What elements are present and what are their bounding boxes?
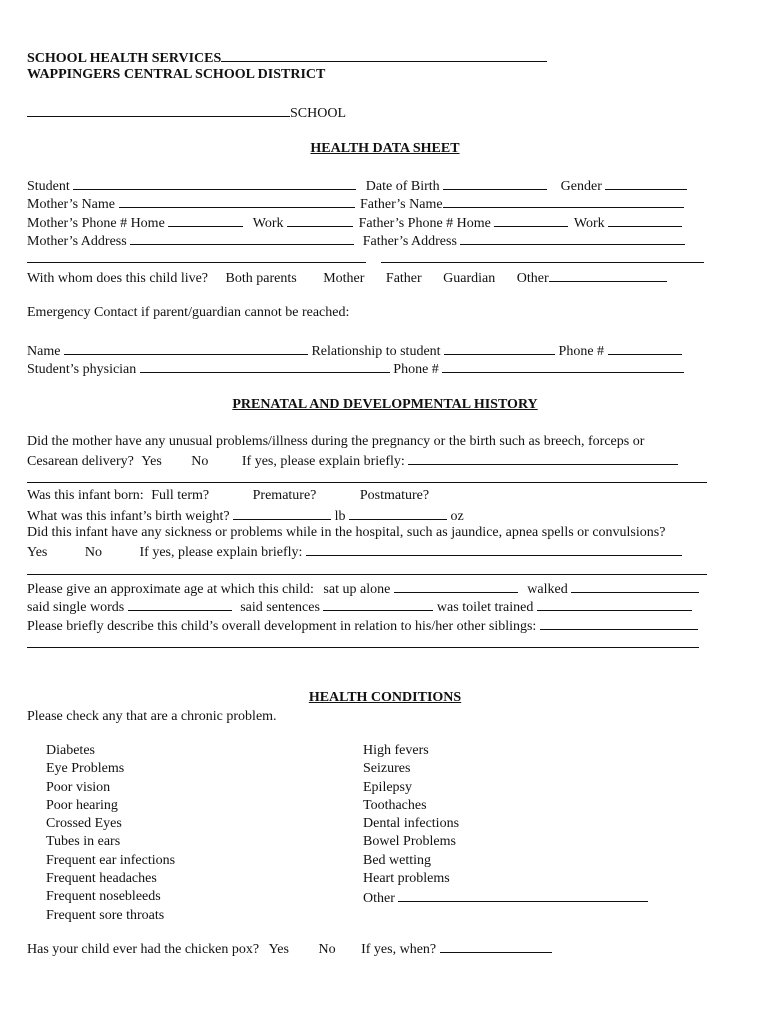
condition-poor-hearing[interactable]: Poor hearing [46, 797, 118, 813]
conditions-instruction: Please check any that are a chronic problem. [27, 709, 277, 724]
sickness-explain-field[interactable] [306, 542, 682, 556]
condition-eye-problems[interactable]: Eye Problems [46, 761, 125, 777]
prenatal-question-1: Did the mother have any unusual problems/illness during the pregnancy or the birth such as breech, forceps or [27, 434, 645, 449]
emergency-contact-heading: Emergency Contact if parent/guardian cannot be reached: [27, 305, 350, 320]
option-father[interactable]: Father [385, 271, 422, 286]
sickness-explain-field-2[interactable] [27, 561, 707, 575]
condition-dental-infections[interactable]: Dental infections [363, 816, 460, 832]
sickness-yes[interactable]: Yes [27, 545, 48, 560]
sat-up-field[interactable] [394, 579, 518, 593]
fathers-name-field[interactable] [443, 194, 684, 208]
dob-field[interactable] [443, 176, 547, 190]
condition-poor-vision[interactable]: Poor vision [46, 779, 111, 795]
condition-epilepsy[interactable]: Epilepsy [363, 779, 412, 795]
gender-field[interactable] [605, 176, 687, 190]
condition-headaches[interactable]: Frequent headaches [46, 871, 157, 887]
condition-seizures[interactable]: Seizures [363, 761, 411, 777]
pregnancy-no[interactable]: No [191, 454, 209, 469]
prenatal-question-1-cont: Cesarean delivery? Yes No If yes, please explain briefly: [27, 451, 678, 469]
emergency-name-field[interactable] [64, 341, 308, 355]
option-guardian[interactable]: Guardian [443, 271, 496, 286]
fathers-home-phone-field[interactable] [494, 213, 568, 227]
walked-field[interactable] [571, 579, 699, 593]
condition-high-fevers[interactable]: High fevers [363, 743, 429, 758]
row-phones: Mother’s Phone # Home Work Father’s Phone # Home Work [27, 213, 682, 231]
title-prenatal: PRENATAL AND DEVELOPMENTAL HISTORY [232, 397, 538, 412]
mothers-address-field[interactable] [130, 231, 354, 245]
mothers-address-field-2[interactable] [27, 249, 366, 263]
toilet-trained-field[interactable] [537, 597, 692, 611]
title-health-data-sheet: HEALTH DATA SHEET [310, 141, 460, 156]
sickness-no[interactable]: No [84, 545, 102, 560]
mothers-home-phone-field[interactable] [168, 213, 243, 227]
title-health-conditions: HEALTH CONDITIONS [308, 690, 462, 705]
fathers-address-field[interactable] [460, 231, 685, 245]
option-other[interactable]: Other [516, 271, 549, 286]
row-development: Please briefly describe this child’s overall development in relation to his/her other siblings: [27, 616, 698, 634]
row-addresses: Mother’s Address Father’s Address [27, 231, 685, 249]
pregnancy-explain-line-2 [27, 469, 707, 487]
chicken-pox-when-field[interactable] [440, 939, 552, 953]
condition-tubes-in-ears[interactable]: Tubes in ears [46, 834, 121, 850]
option-premature[interactable]: Premature? [252, 488, 317, 503]
option-postmature[interactable]: Postmature? [359, 488, 430, 503]
other-lives-with-field[interactable] [549, 268, 667, 282]
option-full-term[interactable]: Full term? [151, 488, 210, 503]
mothers-name-field[interactable] [119, 194, 355, 208]
school-line: SCHOOL [27, 103, 346, 121]
option-mother[interactable]: Mother [323, 271, 365, 286]
row-born: Was this infant born: Full term? Premature? Postmature? [27, 488, 430, 503]
mothers-work-phone-field[interactable] [287, 213, 353, 227]
student-field[interactable] [73, 176, 356, 190]
condition-ear-infections[interactable]: Frequent ear infections [46, 852, 176, 868]
school-field[interactable] [27, 103, 290, 117]
row-parents-names: Mother’s Name Father’s Name [27, 194, 684, 212]
development-line-2 [27, 634, 699, 652]
chicken-pox-no[interactable]: No [318, 942, 336, 957]
hospital-sickness-question: Did this infant have any sickness or problems while in the hospital, such as jaundice, apnea spells or convulsions? [27, 525, 666, 540]
condition-heart-problems[interactable]: Heart problems [363, 871, 450, 887]
row-student: Student Date of Birth Gender [27, 176, 687, 194]
emergency-phone-field[interactable] [608, 341, 682, 355]
row-physician: Student’s physician Phone # [27, 359, 684, 377]
fathers-address-field-2[interactable] [381, 249, 704, 263]
birth-weight-oz-field[interactable] [349, 506, 447, 520]
header-rule [221, 48, 547, 62]
header-district-services: SCHOOL HEALTH SERVICES [27, 48, 547, 66]
row-emergency-contact: Name Relationship to student Phone # [27, 341, 682, 359]
development-field[interactable] [540, 616, 698, 630]
relationship-field[interactable] [444, 341, 555, 355]
condition-sore-throats[interactable]: Frequent sore throats [46, 907, 165, 923]
conditions-list-left [46, 742, 175, 925]
condition-nosebleeds[interactable]: Frequent nosebleeds [46, 889, 161, 905]
condition-bed-wetting[interactable]: Bed wetting [363, 852, 432, 868]
birth-weight-lb-field[interactable] [233, 506, 331, 520]
development-field-2[interactable] [27, 634, 699, 648]
row-address-continued [27, 249, 704, 267]
condition-toothaches[interactable]: Toothaches [363, 797, 427, 813]
row-milestones-1: Please give an approximate age at which this child: sat up alone walked [27, 579, 699, 597]
sickness-explain-line-2 [27, 561, 707, 579]
single-words-field[interactable] [128, 597, 232, 611]
row-birth-weight: What was this infant’s birth weight? lb oz [27, 506, 464, 524]
conditions-list-right [363, 742, 648, 907]
option-both-parents[interactable]: Both parents [225, 271, 297, 286]
pregnancy-yes[interactable]: Yes [141, 454, 162, 469]
pregnancy-explain-field[interactable] [408, 451, 678, 465]
row-sickness-answer: Yes No If yes, please explain briefly: [27, 542, 682, 560]
physician-field[interactable] [140, 359, 390, 373]
condition-other-field[interactable] [398, 888, 648, 902]
condition-other: Other [363, 888, 648, 906]
pregnancy-explain-field-2[interactable] [27, 469, 707, 483]
condition-diabetes[interactable]: Diabetes [46, 743, 95, 758]
row-milestones-2: said single words said sentences was toilet trained [27, 597, 692, 615]
sentences-field[interactable] [323, 597, 433, 611]
fathers-work-phone-field[interactable] [608, 213, 682, 227]
row-chicken-pox: Has your child ever had the chicken pox? Yes No If yes, when? [27, 939, 552, 957]
chicken-pox-yes[interactable]: Yes [268, 942, 289, 957]
condition-crossed-eyes[interactable]: Crossed Eyes [46, 816, 122, 832]
row-lives-with: With whom does this child live? Both parents Mother Father Guardian Other [27, 268, 667, 286]
header-district-name: WAPPINGERS CENTRAL SCHOOL DISTRICT [27, 67, 326, 82]
condition-bowel-problems[interactable]: Bowel Problems [363, 834, 456, 850]
physician-phone-field[interactable] [442, 359, 684, 373]
